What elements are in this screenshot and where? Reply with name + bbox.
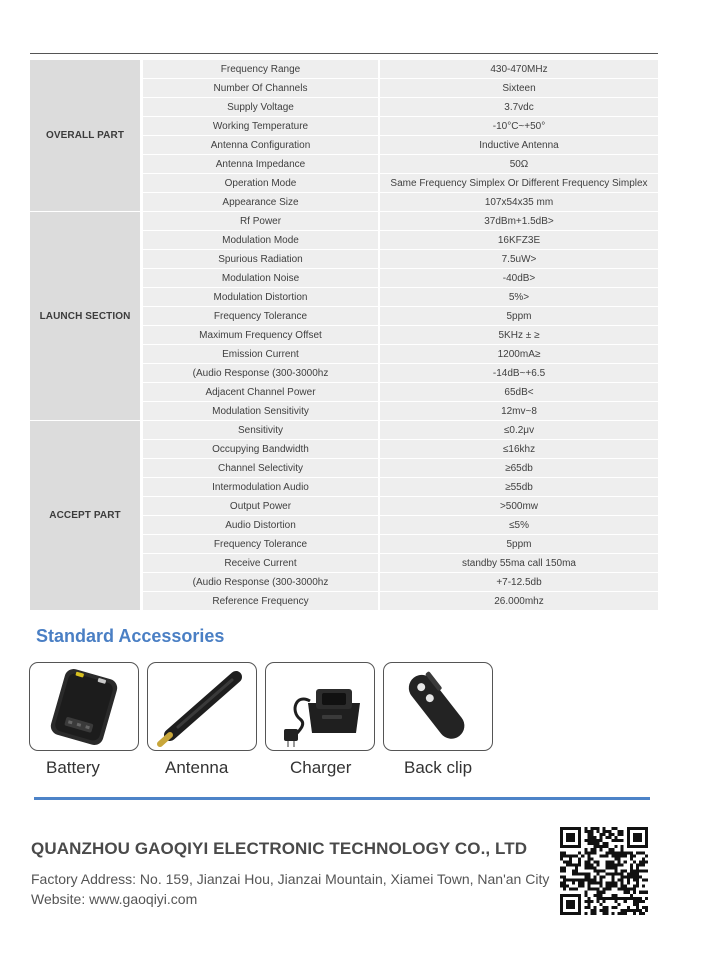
spec-row [143,573,658,591]
spec-name: Frequency Tolerance [143,535,378,553]
spec-row [143,364,658,382]
accessories-title: Standard Accessories [36,626,225,646]
spec-row [143,421,658,439]
spec-value: 65dB< [380,383,658,401]
company-website[interactable]: Website: www.gaoqiyi.com [31,891,198,907]
spec-name: Adjacent Channel Power [143,383,378,401]
spec-row [143,383,658,401]
spec-name: Modulation Mode [143,231,378,249]
company-address: Factory Address: No. 159, Jianzai Hou, Jianzai Mountain, Xiamei Town, Nan'an City [31,871,550,887]
spec-name: Appearance Size [143,193,378,211]
spec-name: Reference Frequency [143,592,378,610]
spec-name: (Audio Response (300-3000hz [143,573,378,591]
spec-row [143,402,658,420]
spec-row [143,136,658,154]
spec-value: +7-12.5db [380,573,658,591]
spec-row [143,155,658,173]
spec-value: 3.7vdc [380,98,658,116]
spec-value: -40dB> [380,269,658,287]
spec-value: Sixteen [380,79,658,97]
spec-value: standby 55ma call 150ma [380,554,658,572]
spec-value: 5%> [380,288,658,306]
spec-row [143,516,658,534]
back-clip-label: Back clip [404,758,473,777]
section-label: ACCEPT PART [30,421,140,610]
spec-value: 7.5uW> [380,250,658,268]
spec-value: Inductive Antenna [380,136,658,154]
spec-name: Output Power [143,497,378,515]
spec-value: 5ppm [380,307,658,325]
spec-value: ≤16khz [380,440,658,458]
spec-value: ≥55db [380,478,658,496]
spec-value: Same Frequency Simplex Or Different Frequency Simplex [380,174,658,192]
section-label: OVERALL PART [30,60,140,211]
spec-name: Antenna Configuration [143,136,378,154]
spec-section [30,421,658,610]
spec-name: Operation Mode [143,174,378,192]
spec-section [30,60,658,211]
spec-row [143,497,658,515]
spec-value: >500mw [380,497,658,515]
spec-row [143,459,658,477]
spec-name: (Audio Response (300-3000hz [143,364,378,382]
spec-name: Spurious Radiation [143,250,378,268]
spec-row [143,269,658,287]
spec-value: 12mv~8 [380,402,658,420]
spec-row [143,79,658,97]
spec-name: Frequency Range [143,60,378,78]
spec-name: Occupying Bandwidth [143,440,378,458]
battery-label: Battery [46,758,100,777]
spec-row [143,478,658,496]
spec-row [143,326,658,344]
spec-section [30,212,658,420]
spec-name: Emission Current [143,345,378,363]
spec-value: 37dBm+1.5dB> [380,212,658,230]
qr-code-icon [560,827,648,915]
antenna-label: Antenna [165,758,229,777]
spec-table [30,60,658,610]
antenna-icon [148,663,256,750]
spec-value: 26.000mhz [380,592,658,610]
spec-name: Supply Voltage [143,98,378,116]
spec-row [143,250,658,268]
spec-value: 107x54x35 mm [380,193,658,211]
spec-value: 5ppm [380,535,658,553]
spec-row [143,174,658,192]
spec-value: 430-470MHz [380,60,658,78]
spec-name: Frequency Tolerance [143,307,378,325]
company-name: QUANZHOU GAOQIYI ELECTRONIC TECHNOLOGY CO., LTD [31,839,528,858]
spec-name: Receive Current [143,554,378,572]
spec-row [143,98,658,116]
spec-row [143,193,658,211]
back-clip-icon [384,663,492,750]
blue-divider [34,797,650,800]
battery-icon [30,663,138,750]
spec-name: Modulation Sensitivity [143,402,378,420]
spec-value: 16KFZ3E [380,231,658,249]
spec-name: Number Of Channels [143,79,378,97]
spec-name: Intermodulation Audio [143,478,378,496]
spec-row [143,345,658,363]
spec-value: -10°C~+50° [380,117,658,135]
spec-name: Maximum Frequency Offset [143,326,378,344]
spec-value: ≥65db [380,459,658,477]
spec-name: Modulation Noise [143,269,378,287]
antenna-card [147,662,257,751]
spec-value: -14dB~+6.5 [380,364,658,382]
spec-row [143,535,658,553]
spec-name: Sensitivity [143,421,378,439]
spec-row [143,307,658,325]
spec-name: Antenna Impedance [143,155,378,173]
spec-value: 50Ω [380,155,658,173]
spec-row [143,440,658,458]
spec-row [143,592,658,610]
charger-icon [266,663,374,750]
spec-value: 1200mA≥ [380,345,658,363]
spec-row [143,60,658,78]
spec-row [143,288,658,306]
section-label: LAUNCH SECTION [30,212,140,420]
spec-name: Working Temperature [143,117,378,135]
spec-row [143,231,658,249]
charger-card [265,662,375,751]
battery-card [29,662,139,751]
spec-name: Rf Power [143,212,378,230]
spec-name: Modulation Distortion [143,288,378,306]
top-divider [30,53,658,54]
spec-row [143,117,658,135]
spec-name: Channel Selectivity [143,459,378,477]
back-clip-card [383,662,493,751]
spec-row [143,554,658,572]
charger-label: Charger [290,758,352,777]
spec-value: ≤0.2μv [380,421,658,439]
spec-value: ≤5% [380,516,658,534]
spec-name: Audio Distortion [143,516,378,534]
spec-value: 5KHz ± ≥ [380,326,658,344]
spec-row [143,212,658,230]
